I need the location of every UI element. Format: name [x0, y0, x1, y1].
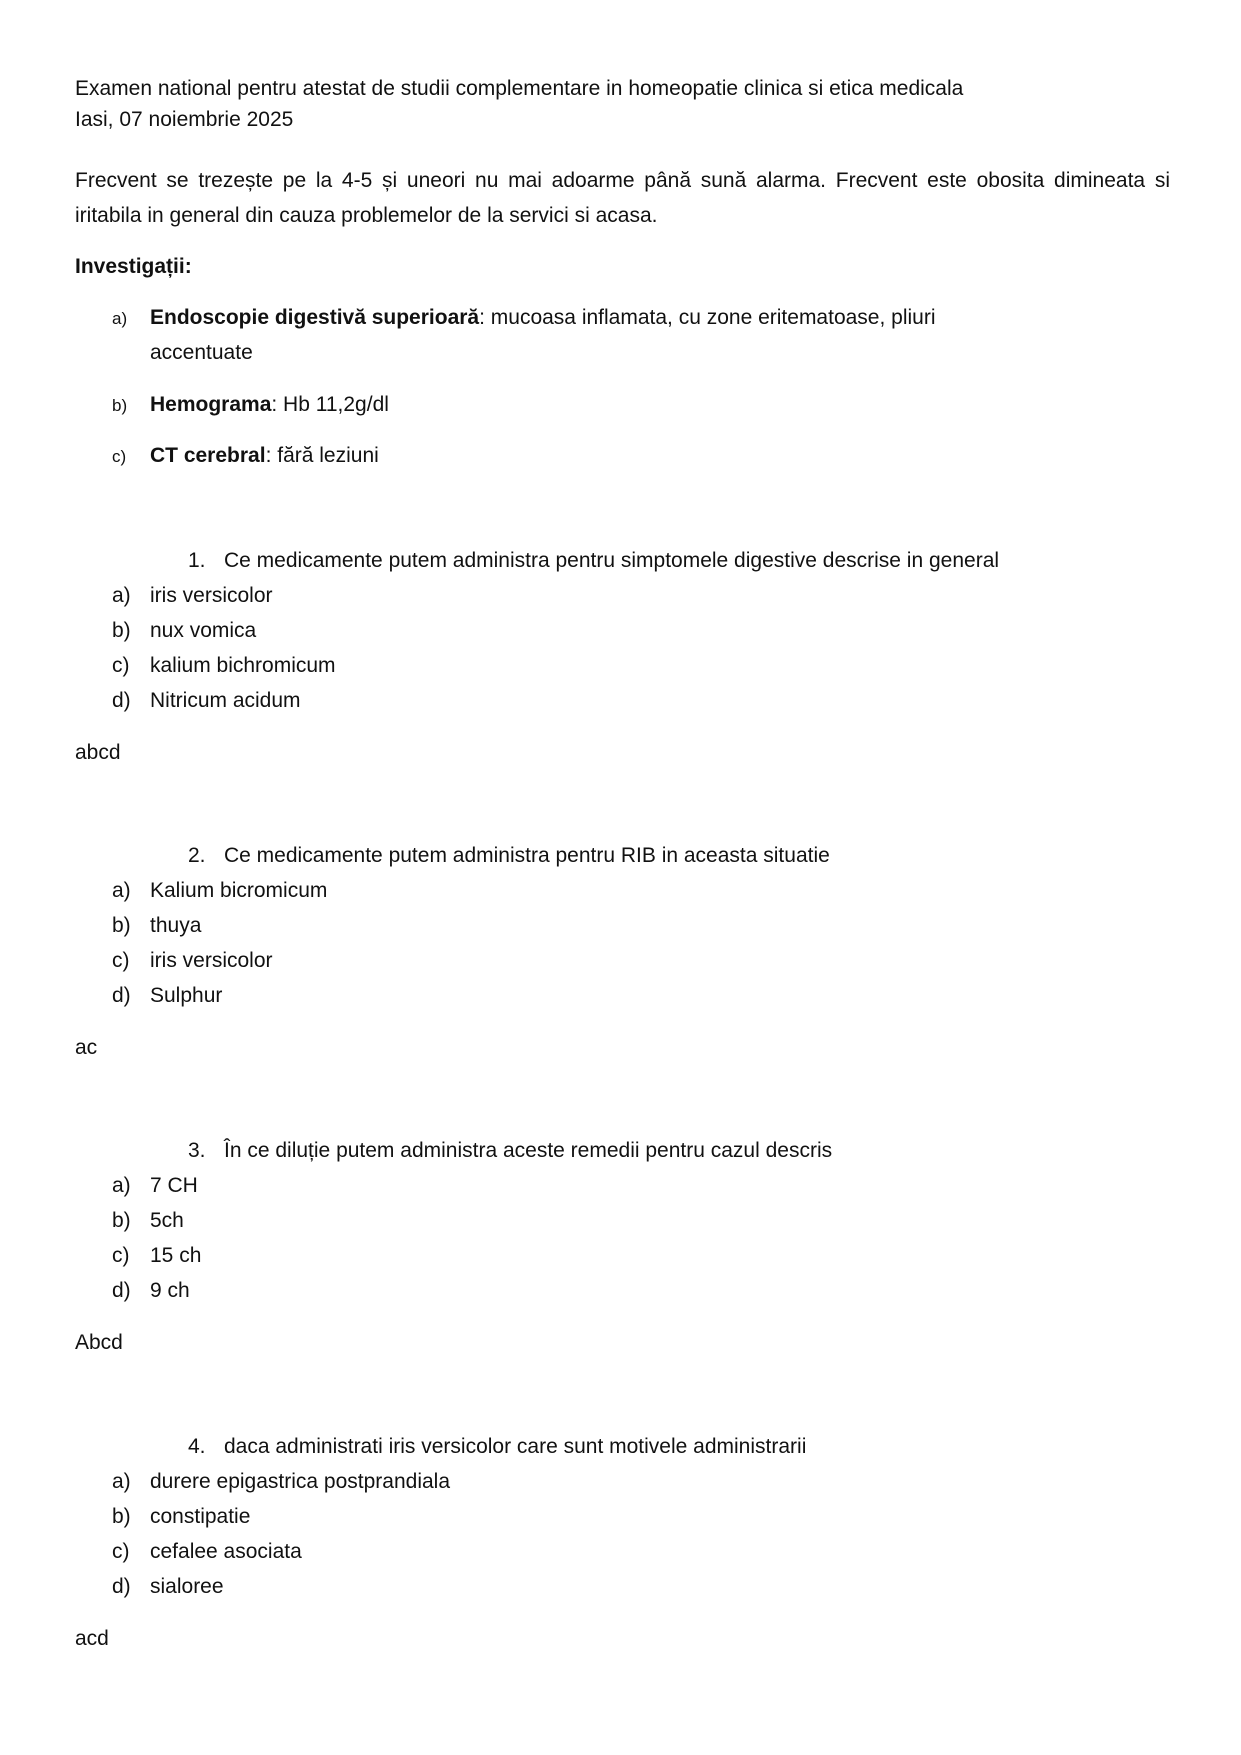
investigation-value: : mucoasa inflamata, cu zone eritematoase, pliuri — [479, 306, 936, 329]
question-2 — [188, 839, 830, 873]
question-text: daca administrati iris versicolor care sunt motivele administrarii — [224, 1435, 807, 1458]
option-marker: b) — [112, 914, 131, 937]
option-text: iris versicolor — [150, 584, 273, 607]
option-marker: c) — [112, 1540, 130, 1563]
investigation-item — [112, 388, 389, 423]
option-marker: d) — [112, 689, 131, 712]
answer-2: ac — [75, 1036, 98, 1059]
item-marker: c) — [112, 447, 127, 466]
option-item — [112, 874, 327, 908]
option-item — [112, 1535, 302, 1569]
option-marker: d) — [112, 1279, 131, 1302]
option-text: 9 ch — [150, 1279, 190, 1302]
question-3 — [188, 1134, 832, 1168]
option-text: iris versicolor — [150, 949, 273, 972]
option-marker: a) — [112, 1174, 131, 1197]
question-number: 1. — [188, 549, 206, 572]
exam-title: Examen national pentru atestat de studii complementare in homeopatie clinica si etica medicala — [75, 77, 964, 100]
investigation-value: : fără leziuni — [265, 444, 379, 467]
option-text: durere epigastrica postprandiala — [150, 1470, 451, 1493]
option-marker: c) — [112, 1244, 130, 1267]
investigation-item — [112, 439, 379, 474]
answer-4: acd — [75, 1627, 109, 1650]
question-text: În ce diluție putem administra aceste remedii pentru cazul descris — [224, 1139, 833, 1162]
option-text: thuya — [150, 914, 202, 937]
option-text: 15 ch — [150, 1244, 202, 1267]
option-text: Nitricum acidum — [150, 689, 301, 712]
investigation-value: : Hb 11,2g/dl — [271, 393, 389, 416]
investigation-label: Hemograma — [150, 393, 272, 416]
option-item — [112, 909, 201, 943]
option-item — [112, 1570, 224, 1604]
investigation-value-continued: accentuate — [150, 341, 253, 364]
option-text: Sulphur — [150, 984, 223, 1007]
option-text: nux vomica — [150, 619, 257, 642]
investigation-label: Endoscopie digestivă superioară — [150, 306, 480, 329]
option-marker: d) — [112, 984, 131, 1007]
case-description: Frecvent se trezește pe la 4-5 și uneori nu mai adoarme până sună alarma. Frecvent este obosita dimineata si iritabila in general din cauza problemelor de la servici si acasa. — [75, 169, 1170, 227]
option-marker: b) — [112, 1505, 131, 1528]
answer-1: abcd — [75, 741, 121, 764]
option-marker: a) — [112, 1470, 131, 1493]
option-item — [112, 1465, 450, 1499]
question-text: Ce medicamente putem administra pentru RIB in aceasta situatie — [224, 844, 830, 867]
option-item — [112, 979, 222, 1013]
option-item — [112, 1500, 250, 1534]
option-text: 7 CH — [150, 1174, 198, 1197]
question-number: 2. — [188, 844, 206, 867]
option-text: 5ch — [150, 1209, 184, 1232]
question-text: Ce medicamente putem administra pentru simptomele digestive descrise in general — [224, 549, 1000, 572]
option-text: Kalium bicromicum — [150, 879, 328, 902]
answer-3: Abcd — [75, 1331, 123, 1354]
item-marker: b) — [112, 396, 128, 415]
question-number: 4. — [188, 1435, 206, 1458]
option-text: constipatie — [150, 1505, 251, 1528]
option-item — [112, 1204, 184, 1238]
option-marker: b) — [112, 1209, 131, 1232]
question-4 — [188, 1430, 806, 1464]
investigation-item — [112, 301, 936, 336]
option-marker: c) — [112, 654, 130, 677]
question-1 — [188, 544, 999, 578]
option-text: sialoree — [150, 1575, 224, 1598]
option-text: kalium bichromicum — [150, 654, 336, 677]
item-marker: a) — [112, 309, 128, 328]
option-marker: a) — [112, 584, 131, 607]
option-marker: b) — [112, 619, 131, 642]
option-item — [112, 1169, 198, 1203]
option-item — [112, 1239, 201, 1273]
option-marker: a) — [112, 879, 131, 902]
option-marker: d) — [112, 1575, 131, 1598]
option-text: cefalee asociata — [150, 1540, 302, 1563]
option-item — [112, 614, 256, 648]
option-item — [112, 1274, 190, 1308]
option-item — [112, 579, 273, 613]
option-item — [112, 649, 336, 683]
investigation-label: CT cerebral — [150, 444, 266, 467]
exam-place-date: Iasi, 07 noiembrie 2025 — [75, 108, 294, 131]
option-marker: c) — [112, 949, 130, 972]
option-item — [112, 684, 301, 718]
question-number: 3. — [188, 1139, 206, 1162]
option-item — [112, 944, 273, 978]
investigations-heading: Investigații: — [75, 255, 192, 278]
